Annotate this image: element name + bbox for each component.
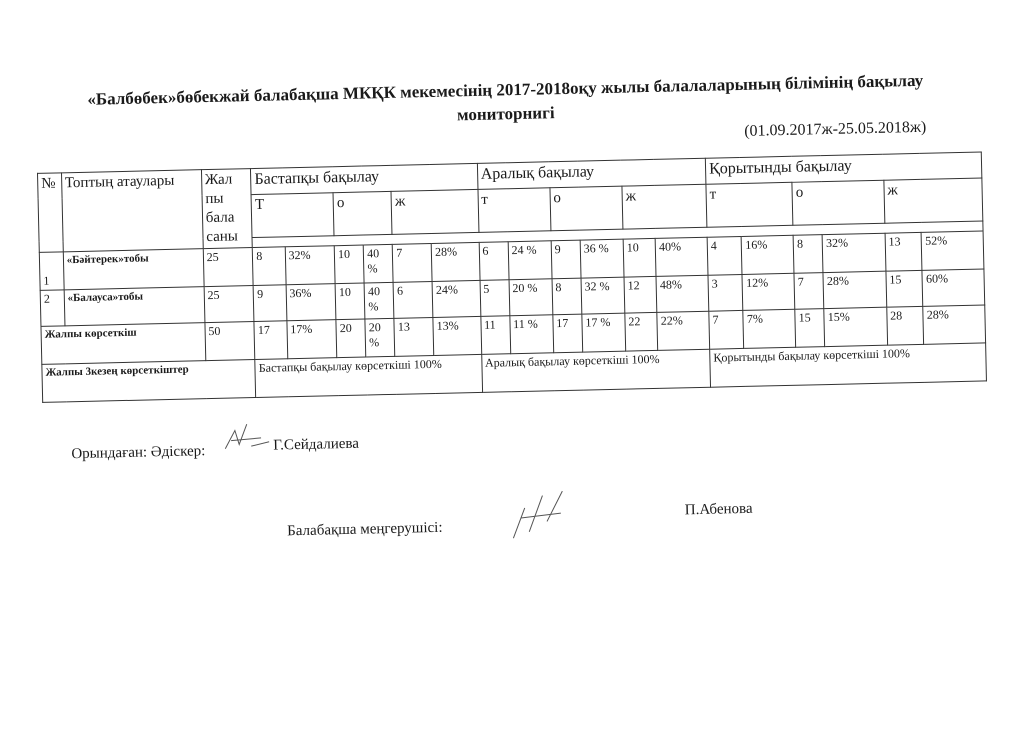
cell: 10 — [334, 245, 364, 284]
cell: 20 % — [365, 318, 395, 357]
title-line-1: «Балбөбек»бөбекжай балабақша МКҚК мекемесінің 2017-2018оқу жылы балалаларының білімінің бақылау — [87, 70, 924, 109]
cell: 40 % — [364, 282, 394, 319]
row-number: 2 — [40, 290, 65, 327]
header-middle-o: о — [550, 186, 623, 231]
row-number: 1 — [39, 252, 64, 291]
cell: 28% — [923, 305, 985, 344]
cell: 7 — [794, 273, 824, 310]
head-label: Балабақша меңгерушісі: — [287, 519, 443, 540]
cell: 12% — [742, 273, 795, 310]
head-signature — [502, 487, 573, 545]
cell: 24% — [432, 280, 480, 317]
total-row-total: 50 — [205, 322, 255, 361]
cell: 20 — [336, 319, 366, 358]
cell: 16% — [742, 235, 795, 274]
cell: 17 — [553, 314, 583, 353]
head-name: П.Абенова — [684, 500, 753, 519]
cell: 36% — [286, 284, 336, 321]
header-middle-check: Аралық бақылау — [477, 158, 706, 189]
cell: 9 — [253, 285, 286, 322]
header-initial-check: Бастапқы бақылау — [251, 163, 478, 194]
cell: 32% — [285, 246, 335, 285]
header-group-names: Топтың атаулары — [61, 170, 203, 252]
row-group-name: «Балауса»тобы — [64, 287, 205, 326]
header-initial-zh: ж — [391, 189, 478, 234]
cell: 8 — [253, 247, 286, 286]
total-row-label: Жалпы көрсеткіш — [41, 323, 206, 365]
cell: 13% — [433, 316, 481, 355]
executor-label: Орындаған: Әдіскер: — [71, 443, 206, 463]
cell: 60% — [922, 269, 984, 306]
cell: 28 — [887, 306, 924, 345]
period-label: (01.09.2017ж-25.05.2018ж) — [744, 118, 927, 140]
cell: 8 — [552, 278, 582, 315]
cell: 13 — [885, 232, 922, 271]
cell: 10 — [335, 283, 365, 320]
title-line-2: мониторнигі — [456, 103, 555, 125]
cell: 40% — [655, 237, 708, 276]
cell: 10 — [623, 238, 656, 277]
header-middle-t: т — [478, 187, 551, 232]
cell: 32% — [822, 233, 885, 272]
cell: 8 — [793, 235, 823, 274]
cell: 28% — [431, 242, 479, 281]
cell: 48% — [656, 275, 709, 312]
header-final-t: т — [706, 182, 793, 227]
header-initial-t: Т — [251, 192, 334, 237]
row-total: 25 — [204, 286, 254, 323]
cell: 7 — [709, 310, 744, 349]
cell: 4 — [707, 236, 742, 275]
cell: 15 — [886, 270, 923, 307]
cell: 7 — [393, 243, 433, 282]
row-group-name: «Бәйтерек»тобы — [63, 249, 204, 290]
cell: 22% — [657, 311, 710, 350]
stage-middle-summary: Аралық бақылау көрсеткіші 100% — [481, 349, 710, 392]
cell: 28% — [823, 271, 886, 308]
executor-signature — [221, 418, 274, 455]
stage-row-label: Жалпы 3кезең көрсеткіштер — [42, 360, 256, 403]
header-number: № — [38, 173, 63, 253]
cell: 13 — [394, 317, 434, 356]
stage-initial-summary: Бастапқы бақылау көрсеткіші 100% — [255, 354, 482, 397]
header-total-children: Жал пы бала саны — [201, 169, 252, 249]
row-total: 25 — [203, 248, 253, 287]
monitoring-table — [37, 151, 987, 402]
header-final-check: Қорытынды бақылау — [705, 152, 981, 184]
header-middle-zh: ж — [622, 184, 707, 229]
header-final-o: о — [792, 180, 885, 225]
cell: 24 % — [508, 241, 552, 280]
cell: 17 — [254, 321, 287, 360]
cell: 32 % — [581, 277, 625, 314]
cell: 15 — [795, 309, 825, 348]
cell: 6 — [393, 281, 433, 318]
cell: 12 — [624, 276, 657, 313]
cell: 7% — [743, 309, 796, 348]
cell: 5 — [480, 280, 510, 317]
cell: 40 % — [363, 244, 393, 283]
cell: 52% — [921, 231, 983, 270]
cell: 22 — [625, 312, 658, 351]
cell: 17 % — [582, 313, 626, 352]
header-initial-o: о — [333, 191, 392, 235]
cell: 20 % — [509, 279, 553, 316]
cell: 15% — [824, 307, 887, 346]
stage-final-summary: Қорытынды бақылау көрсеткіші 100% — [710, 343, 987, 387]
executor-name: Г.Сейдалиева — [273, 435, 360, 454]
cell: 36 % — [580, 239, 624, 278]
cell: 11 — [480, 316, 510, 355]
cell: 6 — [479, 242, 509, 281]
cell: 3 — [708, 274, 743, 311]
header-final-zh: ж — [884, 178, 983, 223]
cell: 11 % — [510, 315, 554, 354]
cell: 9 — [551, 240, 581, 279]
cell: 17% — [287, 320, 337, 359]
